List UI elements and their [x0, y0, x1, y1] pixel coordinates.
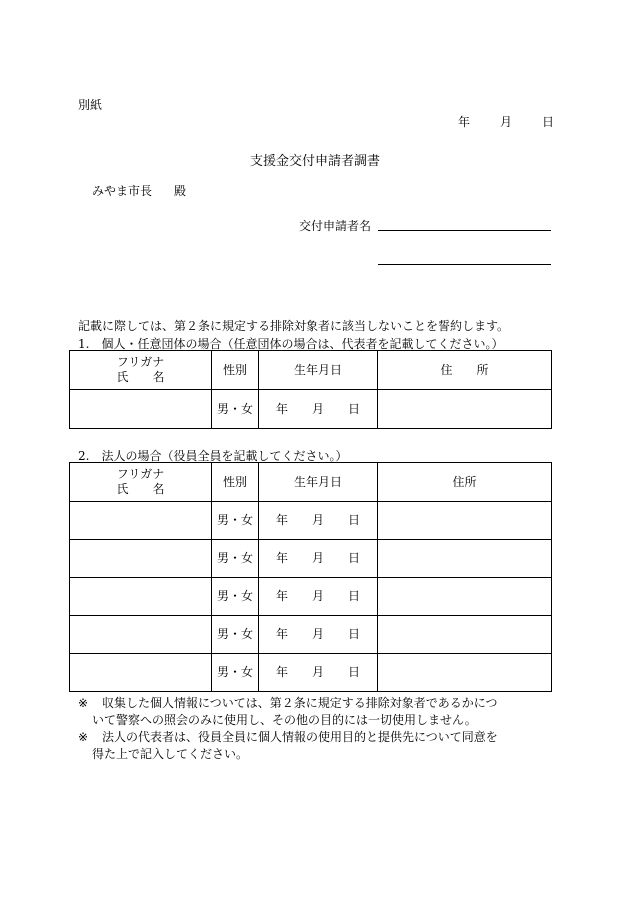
- individual-table: [69, 350, 552, 429]
- date-month: 月: [500, 115, 513, 129]
- birthdate-cell[interactable]: 年 月 日: [259, 616, 378, 654]
- table-row: [70, 502, 552, 540]
- note-mark: ※: [78, 730, 89, 744]
- pledge-text: 記載に際しては、第２条に規定する排除対象者に該当しないことを誓約します。: [78, 319, 510, 333]
- applicant-name-label: 交付申請者名: [299, 219, 372, 233]
- gender-cell[interactable]: 男・女: [212, 654, 259, 692]
- birthdate-cell[interactable]: 年 月 日: [259, 578, 378, 616]
- gender-cell[interactable]: 男・女: [212, 616, 259, 654]
- address-cell[interactable]: [378, 390, 552, 429]
- note-line: 収集した個人情報については、第２条に規定する排除対象者であるかにつ: [102, 696, 498, 710]
- name-cell[interactable]: [70, 540, 212, 578]
- furigana-name-header: [70, 463, 212, 502]
- gender-cell[interactable]: 男・女: [212, 390, 259, 429]
- furigana-name-header: [70, 351, 212, 390]
- birthdate-header: 生年月日: [259, 463, 378, 502]
- name-cell[interactable]: [70, 390, 212, 429]
- birthdate-cell[interactable]: 年 月 日: [259, 502, 378, 540]
- table-row: [70, 578, 552, 616]
- note-line: 法人の代表者は、役員全員に個人情報の使用目的と提供先について同意を: [102, 730, 498, 744]
- applicant-name-field[interactable]: [378, 230, 551, 231]
- table-row: [70, 616, 552, 654]
- addressee-honorific: 殿: [174, 184, 187, 198]
- note-representative: [78, 729, 558, 763]
- name-label: 氏 名: [116, 370, 165, 384]
- address-cell[interactable]: [378, 578, 552, 616]
- note-mark: ※: [78, 696, 89, 710]
- address-cell[interactable]: [378, 502, 552, 540]
- table-row: [70, 390, 552, 429]
- addressee: [92, 182, 186, 199]
- note-line: いて警察への照会のみに使用し、その他の目的には一切使用しません。: [92, 713, 477, 727]
- name-cell[interactable]: [70, 578, 212, 616]
- gender-cell[interactable]: 男・女: [212, 578, 259, 616]
- gender-header: 性別: [212, 351, 259, 390]
- birthdate-header: 生年月日: [259, 351, 378, 390]
- attachment-label: 別紙: [78, 98, 103, 112]
- date-line: [458, 113, 554, 130]
- gender-cell[interactable]: 男・女: [212, 540, 259, 578]
- table-header-row: [70, 351, 552, 390]
- date-day: 日: [542, 115, 555, 129]
- address-cell[interactable]: [378, 540, 552, 578]
- document-title: 支援金交付申請者調書: [249, 154, 380, 169]
- table-row: [70, 654, 552, 692]
- gender-header: 性別: [212, 463, 259, 502]
- birthdate-cell[interactable]: 年 月 日: [259, 654, 378, 692]
- section1-heading: 1. 個人・任意団体の場合（任意団体の場合は、代表者を記載してください。）: [78, 337, 504, 351]
- addressee-name: みやま市長: [92, 184, 153, 198]
- birthdate-cell[interactable]: 年 月 日: [259, 540, 378, 578]
- date-year: 年: [458, 115, 471, 129]
- table-row: [70, 540, 552, 578]
- address-header: 住 所: [378, 351, 552, 390]
- note-line: 得た上で記入してください。: [92, 747, 249, 761]
- note-personal-info: [78, 695, 558, 729]
- applicant-name-field-2[interactable]: [378, 264, 551, 265]
- furigana-label: フリガナ: [116, 467, 165, 481]
- name-cell[interactable]: [70, 616, 212, 654]
- address-cell[interactable]: [378, 616, 552, 654]
- address-cell[interactable]: [378, 654, 552, 692]
- table-header-row: [70, 463, 552, 502]
- birthdate-cell[interactable]: 年 月 日: [259, 390, 378, 429]
- corporate-table: [69, 462, 552, 692]
- furigana-label: フリガナ: [116, 355, 165, 369]
- name-label: 氏 名: [116, 482, 165, 496]
- gender-cell[interactable]: 男・女: [212, 502, 259, 540]
- section2-heading: 2. 法人の場合（役員全員を記載してください。）: [78, 449, 348, 463]
- name-cell[interactable]: [70, 654, 212, 692]
- address-header: 住所: [378, 463, 552, 502]
- name-cell[interactable]: [70, 502, 212, 540]
